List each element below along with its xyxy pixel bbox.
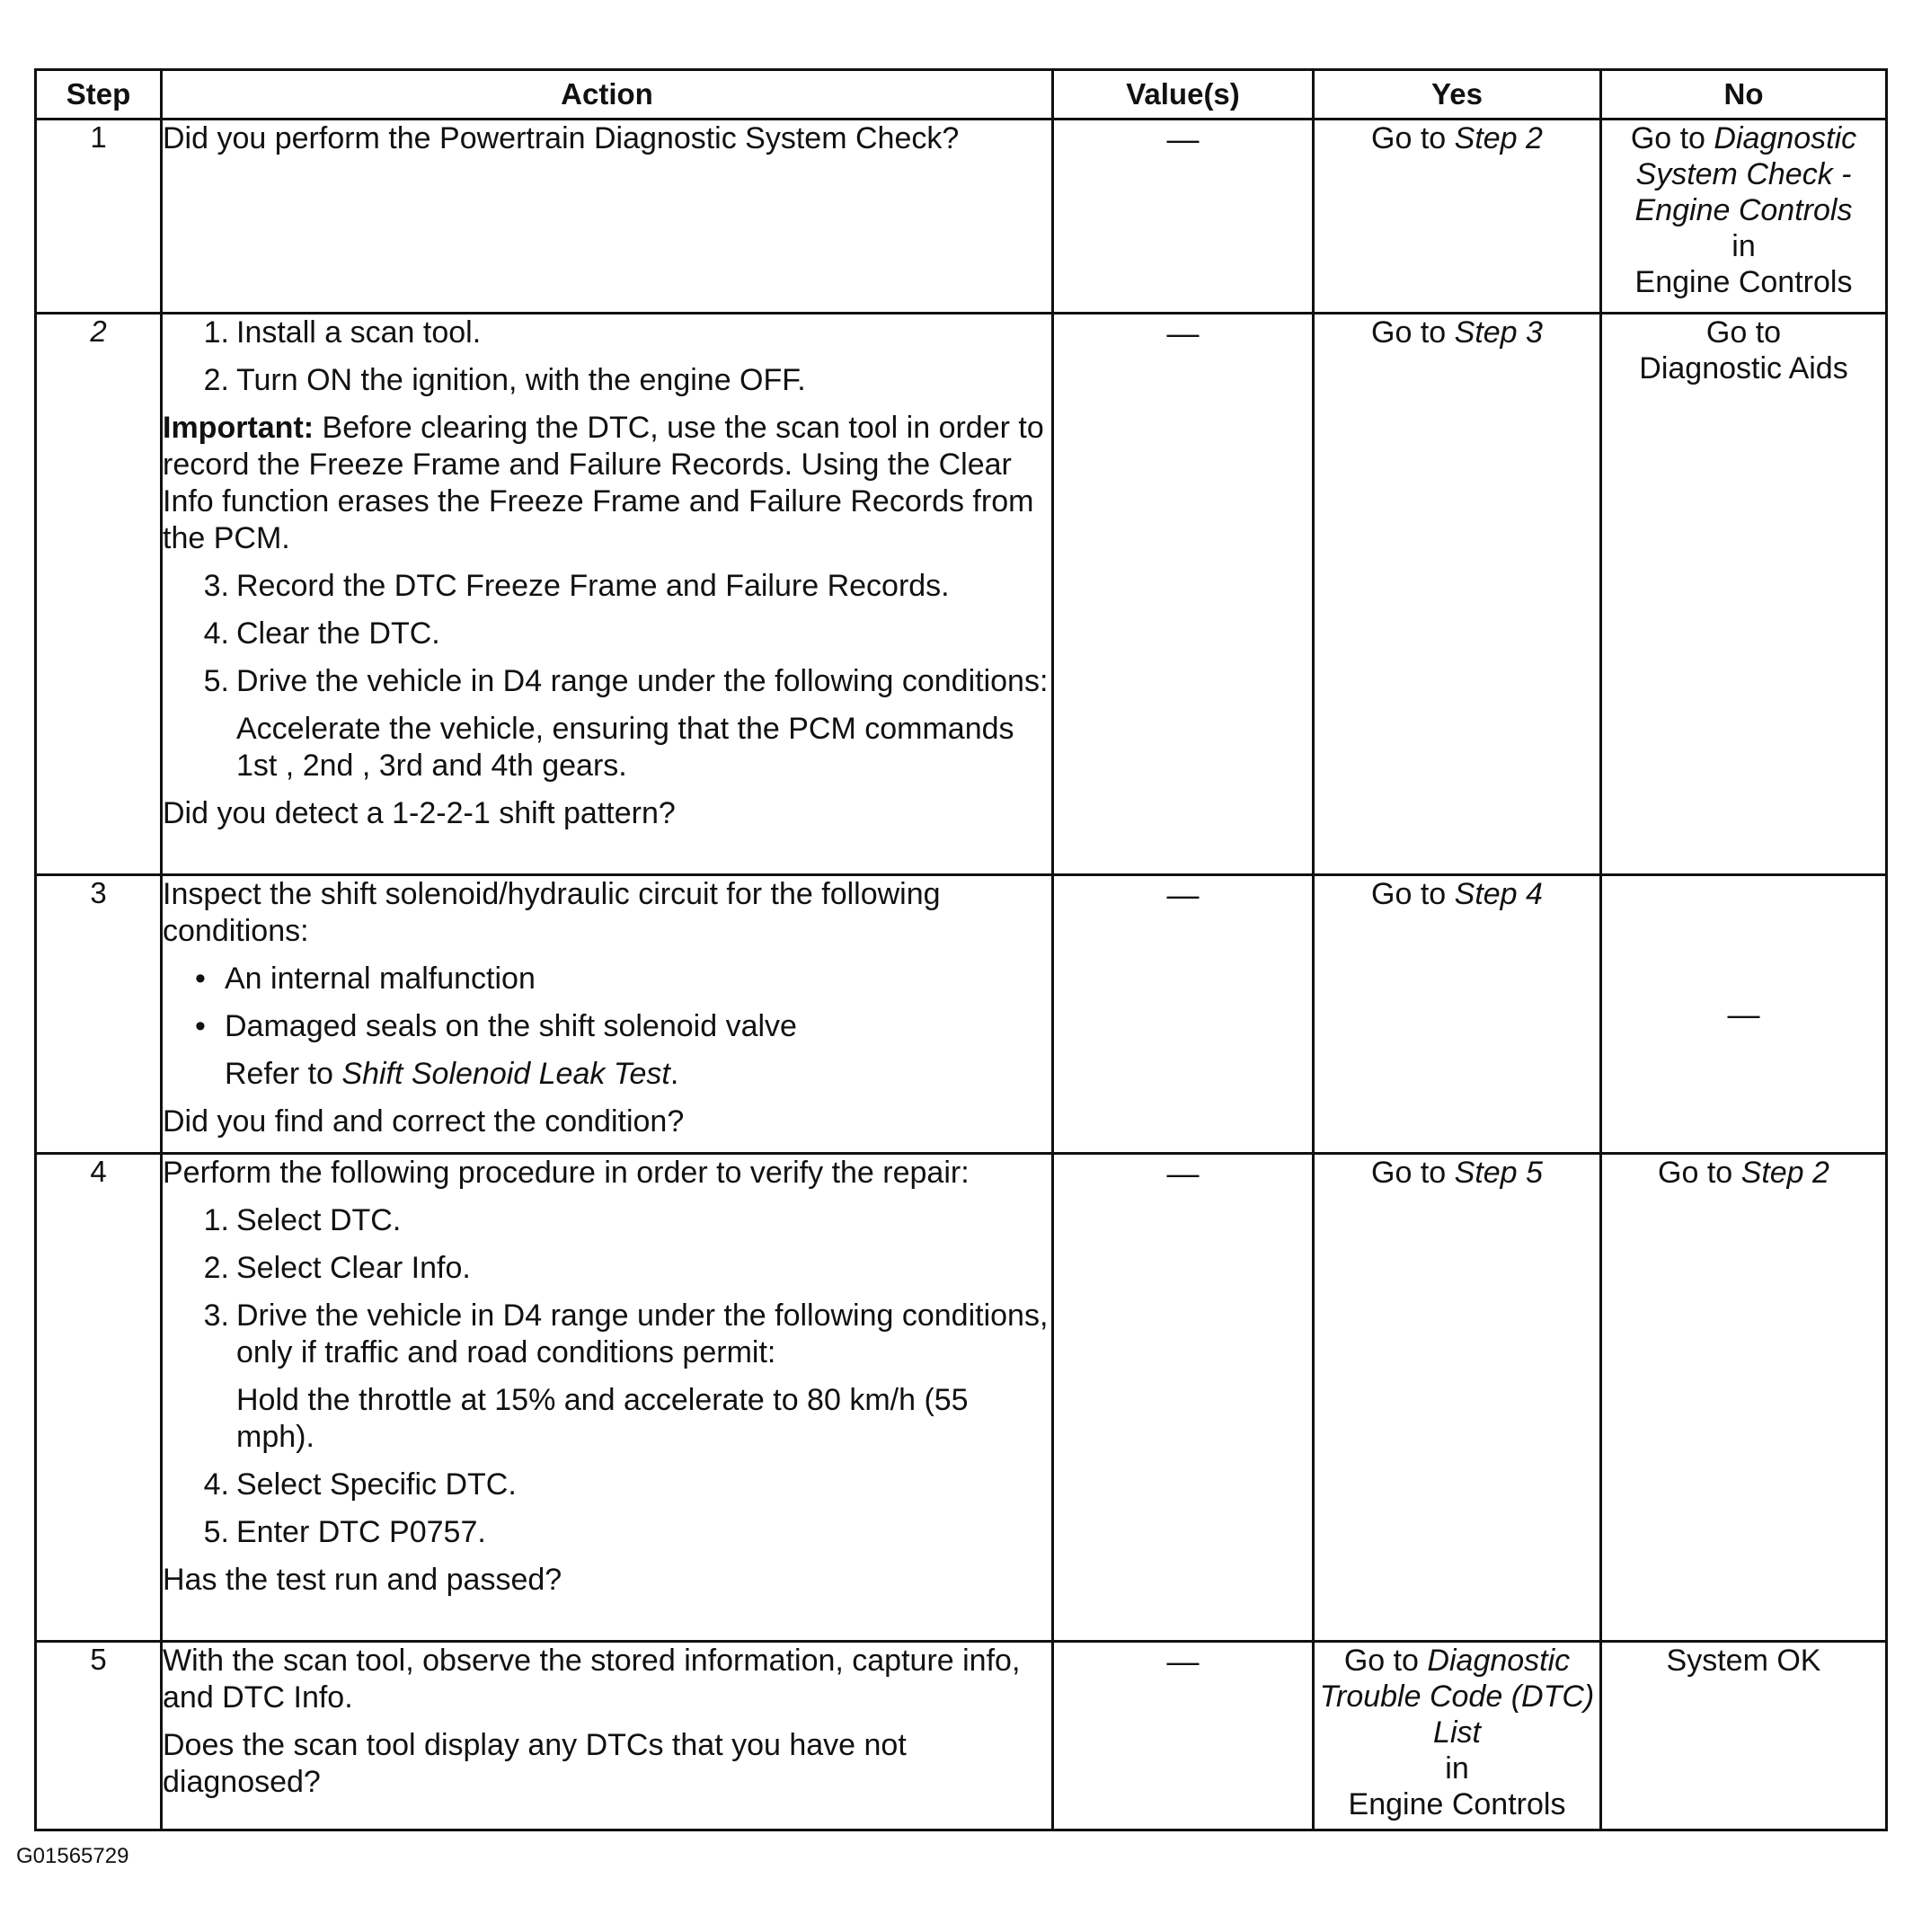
yes-cell (1314, 1642, 1601, 1830)
sub-instruction: Hold the throttle at 15% and accelerate to 80 km/h (55 mph). (236, 1383, 969, 1454)
item-text: Damaged seals on the shift solenoid valve (225, 1009, 797, 1043)
yes-cell (1314, 875, 1601, 1154)
action-cell (162, 1154, 1053, 1642)
action-cell (162, 875, 1053, 1154)
no-prefix: Go to (1630, 121, 1714, 155)
no-in-text: in (1731, 229, 1756, 263)
value-cell: — (1053, 875, 1314, 1154)
step-number: 1 (36, 120, 162, 314)
action-intro: Perform the following procedure in order to verify the repair: (163, 1156, 970, 1190)
yes-prefix: Go to (1371, 1156, 1455, 1190)
yes-link-step-5[interactable]: Step 5 (1454, 1156, 1543, 1190)
important-label: Important: (163, 411, 314, 445)
diagnostic-table (34, 68, 1888, 1831)
no-prefix: Go to (1658, 1156, 1741, 1190)
item-text: Select Clear Info. (236, 1251, 471, 1285)
list-item (163, 961, 1051, 997)
header-yes: Yes (1314, 70, 1601, 120)
header-row (36, 70, 1887, 120)
item-number: 4. (203, 1467, 229, 1502)
item-text: Select Specific DTC. (236, 1467, 517, 1502)
refer-line (163, 1056, 1051, 1093)
action-cell (162, 120, 1053, 314)
list-item (163, 568, 1051, 605)
value-cell: — (1053, 120, 1314, 314)
procedure-list (163, 1202, 1051, 1371)
yes-link-step-2[interactable]: Step 2 (1454, 121, 1543, 155)
item-text: Drive the vehicle in D4 range under the following conditions, only if traffic and road conditions permit: (236, 1298, 1049, 1369)
yes-prefix: Go to (1371, 877, 1455, 911)
yes-prefix: Go to (1343, 1644, 1428, 1678)
list-item (163, 663, 1051, 700)
action-question: Did you find and correct the condition? (163, 1104, 685, 1139)
step-number: 2 (36, 314, 162, 875)
no-cell (1601, 120, 1887, 314)
value-cell: — (1053, 1642, 1314, 1830)
table-row-step-5 (36, 1642, 1887, 1830)
item-text: Clear the DTC. (236, 616, 440, 651)
table-row-step-4 (36, 1154, 1887, 1642)
table-row-step-2 (36, 314, 1887, 875)
item-number: 1. (203, 1203, 229, 1237)
item-text: Record the DTC Freeze Frame and Failure Records. (236, 569, 950, 603)
step-number: 4 (36, 1154, 162, 1642)
action-intro: With the scan tool, observe the stored information, capture info, and DTC Info. (163, 1644, 1021, 1715)
item-text: Select DTC. (236, 1203, 402, 1237)
item-number: 3. (203, 569, 229, 603)
yes-cell (1314, 1154, 1601, 1642)
bullet: • (195, 962, 206, 996)
table-row-step-3 (36, 875, 1887, 1154)
yes-link-step-3[interactable]: Step 3 (1454, 315, 1543, 350)
step-number: 3 (36, 875, 162, 1154)
header-values: Value(s) (1053, 70, 1314, 120)
list-item (163, 1202, 1051, 1239)
item-number: 2. (203, 363, 229, 397)
refer-link-shift-solenoid-leak-test[interactable]: Shift Solenoid Leak Test (341, 1057, 670, 1091)
item-number: 1. (203, 315, 229, 350)
no-line-1: Go to (1705, 315, 1782, 350)
item-number: 5. (203, 1515, 229, 1549)
list-item (163, 1250, 1051, 1287)
action-question: Did you perform the Powertrain Diagnostic System Check? (163, 121, 960, 155)
list-item (163, 616, 1051, 652)
item-text: An internal malfunction (225, 962, 536, 996)
header-action: Action (162, 70, 1053, 120)
sub-instruction: Accelerate the vehicle, ensuring that the PCM commands 1st , 2nd , 3rd and 4th gears. (236, 712, 1014, 783)
condition-list (163, 961, 1051, 1045)
yes-in-text: in (1445, 1751, 1469, 1786)
item-number: 5. (203, 664, 229, 698)
yes-link-step-4[interactable]: Step 4 (1454, 877, 1543, 911)
action-question: Did you detect a 1-2-2-1 shift pattern? (163, 796, 676, 830)
list-item (163, 1298, 1051, 1371)
yes-prefix: Go to (1371, 121, 1455, 155)
item-text: Install a scan tool. (236, 315, 482, 350)
list-item (163, 1008, 1051, 1045)
no-cell: System OK (1601, 1642, 1887, 1830)
list-item (163, 362, 1051, 399)
yes-cell (1314, 314, 1601, 875)
no-cell: — (1601, 875, 1887, 1154)
procedure-list (163, 315, 1051, 399)
yes-suffix: Engine Controls (1348, 1787, 1566, 1821)
item-text: Enter DTC P0757. (236, 1515, 486, 1549)
list-item (163, 315, 1051, 351)
yes-cell (1314, 120, 1601, 314)
item-number: 2. (203, 1251, 229, 1285)
important-text: Before clearing the DTC, use the scan tool in order to record the Freeze Frame and Failure Records. Using the Clear Info function erases the Freeze Frame and Failure Records from the PCM. (163, 411, 1044, 555)
list-item (163, 1467, 1051, 1503)
item-number: 3. (203, 1298, 229, 1333)
value-cell: — (1053, 314, 1314, 875)
procedure-list (163, 1467, 1051, 1551)
no-link-diagnostic-aids[interactable]: Diagnostic Aids (1639, 351, 1848, 386)
refer-suffix: . (669, 1057, 679, 1091)
refer-prefix: Refer to (225, 1057, 342, 1091)
item-text: Drive the vehicle in D4 range under the following conditions: (236, 664, 1049, 698)
no-suffix: Engine Controls (1634, 265, 1853, 299)
no-link-step-2[interactable]: Step 2 (1740, 1156, 1829, 1190)
yes-prefix: Go to (1371, 315, 1455, 350)
header-no: No (1601, 70, 1887, 120)
action-cell (162, 1642, 1053, 1830)
action-intro: Inspect the shift solenoid/hydraulic circuit for the following conditions: (163, 877, 941, 948)
no-cell (1601, 1154, 1887, 1642)
table-row-step-1 (36, 120, 1887, 314)
item-number: 4. (203, 616, 229, 651)
step-number: 5 (36, 1642, 162, 1830)
yes-link-dtc-list[interactable]: Diagnostic Trouble Code (DTC) List (1319, 1644, 1595, 1750)
action-question: Has the test run and passed? (163, 1563, 562, 1597)
action-question: Does the scan tool display any DTCs that you have not diagnosed? (163, 1728, 907, 1799)
value-cell: — (1053, 1154, 1314, 1642)
header-step: Step (36, 70, 162, 120)
bullet: • (195, 1009, 206, 1043)
figure-id: G01565729 (16, 1844, 129, 1868)
procedure-list (163, 568, 1051, 700)
action-cell (162, 314, 1053, 875)
item-text: Turn ON the ignition, with the engine OFF. (236, 363, 806, 397)
list-item (163, 1514, 1051, 1551)
no-link-diagnostic-system-check[interactable]: Diagnostic System Check - Engine Controls (1634, 121, 1857, 227)
no-cell (1601, 314, 1887, 875)
important-note (163, 410, 1051, 557)
